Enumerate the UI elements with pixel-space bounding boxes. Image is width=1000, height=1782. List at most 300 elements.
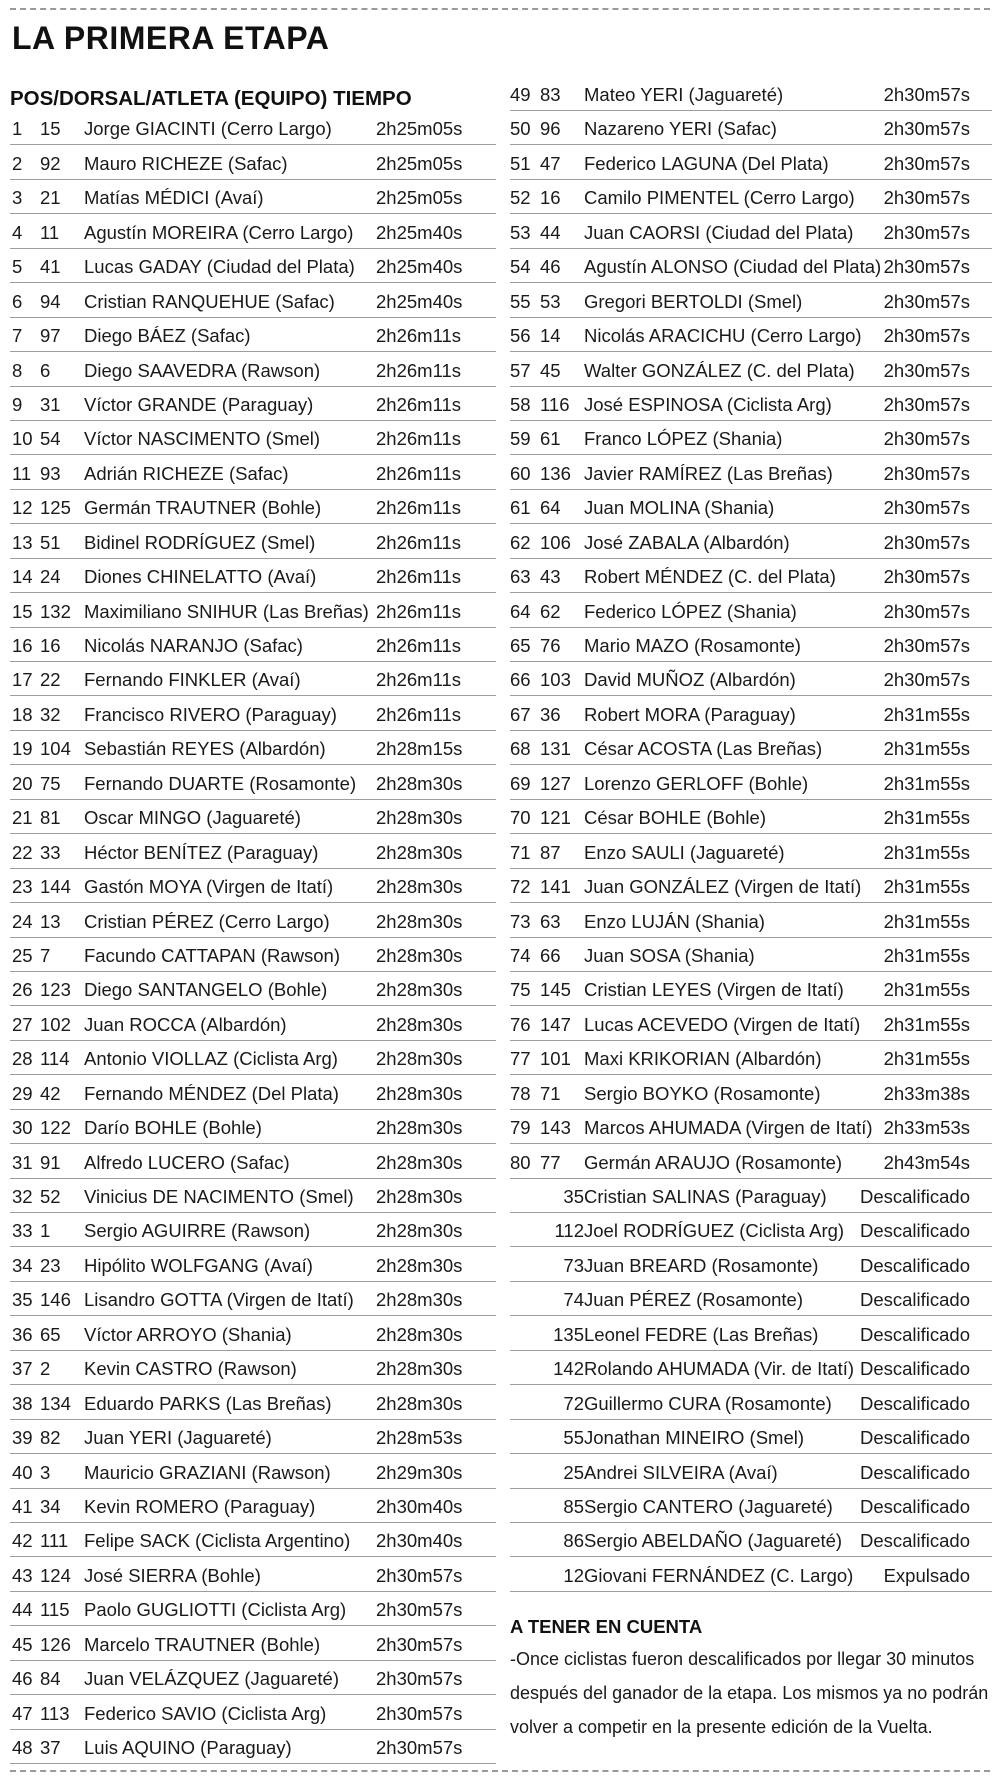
table-row [10, 1385, 496, 1419]
table-row [510, 800, 992, 834]
time-cell: 2h26m11s [376, 393, 462, 415]
position-cell: 13 [12, 531, 33, 553]
position-cell: 25 [12, 944, 33, 966]
athlete-cell: Cristian RANQUEHUE (Safac) [84, 290, 335, 312]
position-cell: 20 [12, 772, 33, 794]
time-cell: 2h28m30s [376, 1323, 463, 1345]
dorsal-cell: 75 [40, 772, 61, 794]
position-cell: 34 [12, 1254, 33, 1276]
athlete-cell: Robert MÉNDEZ (C. del Plata) [584, 566, 836, 588]
dorsal-cell: 47 [540, 152, 561, 174]
athlete-cell: Cristian LEYES (Virgen de Itatí) [584, 979, 844, 1001]
athlete-cell: Lisandro GOTTA (Virgen de Itatí) [84, 1289, 354, 1311]
athlete-cell: Guillermo CURA (Rosamonte) [584, 1392, 832, 1414]
time-cell: 2h31m55s [883, 738, 970, 760]
athlete-cell: Mateo YERI (Jaguareté) [584, 84, 784, 105]
dorsal-cell: 135 [553, 1323, 584, 1345]
athlete-cell: Antonio VIOLLAZ (Ciclista Arg) [84, 1048, 338, 1070]
time-cell: Descalificado [859, 1392, 970, 1414]
time-cell: 2h26m11s [376, 531, 462, 553]
table-row [510, 1316, 992, 1350]
table-row [10, 834, 496, 868]
time-cell: 2h33m38s [883, 1082, 970, 1104]
dorsal-cell: 112 [554, 1220, 584, 1242]
time-cell: 2h30m57s [883, 221, 970, 243]
time-cell: 2h26m11s [376, 359, 462, 381]
time-cell: Descalificado [859, 1220, 970, 1242]
time-cell: Descalificado [859, 1289, 970, 1311]
position-cell: 14 [12, 566, 33, 588]
athlete-cell: Bidinel RODRÍGUEZ (Smel) [84, 531, 316, 553]
time-cell: 2h31m55s [883, 979, 970, 1001]
dorsal-cell: 84 [40, 1668, 61, 1690]
dorsal-cell: 102 [40, 1013, 71, 1035]
athlete-cell: Leonel FEDRE (Las Breñas) [584, 1323, 819, 1345]
dorsal-cell: 53 [540, 290, 561, 312]
table-row [510, 421, 992, 455]
dorsal-cell: 121 [540, 807, 571, 829]
position-cell: 12 [12, 497, 33, 519]
time-cell: 2h28m30s [376, 807, 463, 829]
dorsal-cell: 21 [40, 187, 61, 209]
dorsal-cell: 76 [540, 635, 561, 656]
dorsal-cell: 64 [540, 497, 561, 519]
dorsal-cell: 16 [40, 635, 61, 656]
position-cell: 5 [12, 256, 23, 278]
athlete-cell: Lucas GADAY (Ciudad del Plata) [84, 256, 355, 278]
dorsal-cell: 25 [563, 1461, 584, 1483]
table-row [10, 455, 496, 489]
table-row [510, 387, 992, 421]
dorsal-cell: 15 [40, 118, 61, 140]
dorsal-cell: 65 [40, 1323, 61, 1345]
position-cell: 17 [12, 669, 33, 691]
dorsal-cell: 23 [40, 1254, 61, 1276]
dorsal-cell: 101 [540, 1048, 571, 1070]
athlete-cell: Facundo CATTAPAN (Rawson) [84, 944, 340, 966]
table-row [510, 1351, 992, 1385]
position-cell: 24 [12, 910, 33, 932]
table-row [10, 1523, 496, 1557]
table-row [510, 1213, 992, 1247]
position-cell: 42 [12, 1530, 33, 1552]
position-cell: 68 [510, 738, 531, 760]
table-row [510, 1110, 992, 1144]
athlete-cell: Juan YERI (Jaguareté) [84, 1427, 272, 1449]
athlete-cell: Germán TRAUTNER (Bohle) [84, 497, 322, 519]
dorsal-cell: 104 [40, 738, 71, 760]
time-cell: 2h26m11s [376, 600, 462, 622]
dorsal-cell: 143 [540, 1117, 571, 1139]
time-cell: 2h30m57s [376, 1564, 463, 1586]
table-row [10, 1041, 496, 1075]
table-row [10, 903, 496, 937]
dorsal-cell: 2 [40, 1358, 51, 1380]
athlete-cell: Juan BREARD (Rosamonte) [584, 1254, 819, 1276]
athlete-cell: Maximiliano SNIHUR (Las Breñas) [84, 600, 369, 622]
table-row [10, 1144, 496, 1178]
dorsal-cell: 127 [540, 772, 571, 794]
dorsal-cell: 74 [563, 1289, 584, 1311]
dorsal-cell: 123 [40, 979, 71, 1001]
position-cell: 32 [12, 1186, 33, 1207]
position-cell: 70 [510, 807, 531, 829]
table-row [10, 1179, 496, 1213]
time-cell: Descalificado [859, 1530, 970, 1552]
time-cell: 2h28m15s [376, 738, 463, 760]
position-cell: 76 [510, 1013, 531, 1035]
athlete-cell: César ACOSTA (Las Breñas) [584, 738, 823, 760]
athlete-cell: Javier RAMÍREZ (Las Breñas) [584, 462, 833, 484]
table-row [510, 78, 992, 111]
dorsal-cell: 122 [40, 1117, 71, 1139]
position-cell: 11 [12, 462, 32, 484]
time-cell: 2h28m30s [376, 1117, 463, 1139]
dorsal-cell: 16 [540, 187, 561, 209]
time-cell: 2h33m53s [883, 1117, 970, 1139]
table-row [10, 283, 496, 317]
time-cell: 2h30m57s [883, 187, 970, 209]
position-cell: 33 [12, 1220, 33, 1242]
dorsal-cell: 93 [40, 462, 61, 484]
position-cell: 21 [12, 807, 33, 829]
athlete-cell: Hipólito WOLFGANG (Avaí) [84, 1254, 313, 1276]
athlete-cell: Rolando AHUMADA (Vir. de Itatí) [584, 1358, 855, 1380]
table-row [10, 938, 496, 972]
time-cell: 2h28m30s [376, 876, 463, 898]
athlete-cell: Maxi KRIKORIAN (Albardón) [584, 1048, 822, 1070]
athlete-cell: Eduardo PARKS (Las Breñas) [84, 1392, 332, 1414]
time-cell: 2h30m57s [883, 462, 970, 484]
time-cell: 2h30m57s [376, 1702, 463, 1724]
time-cell: 2h31m55s [883, 910, 970, 932]
time-cell: 2h31m55s [883, 944, 970, 966]
notes-text: -Once ciclistas fueron descalificados por llegar 30 minutos después del ganador de la etapa. Los mismos ya no podrán volver a competir en la presente edición de la Vuelta. [510, 1649, 989, 1737]
time-cell: 2h26m11s [376, 428, 462, 450]
athlete-cell: José ZABALA (Albardón) [584, 531, 790, 553]
table-row [510, 1144, 992, 1178]
position-cell: 77 [510, 1048, 531, 1070]
time-cell: 2h28m30s [376, 1220, 463, 1242]
athlete-cell: Sergio AGUIRRE (Rawson) [84, 1220, 311, 1242]
athlete-cell: José SIERRA (Bohle) [84, 1564, 261, 1586]
table-row [510, 559, 992, 593]
position-cell: 46 [12, 1668, 33, 1690]
position-cell: 61 [510, 497, 531, 519]
table-row [10, 421, 496, 455]
athlete-cell: Mauricio GRAZIANI (Rawson) [84, 1461, 331, 1483]
dorsal-cell: 126 [40, 1633, 71, 1655]
results-column-left [10, 78, 496, 1764]
athlete-cell: Felipe SACK (Ciclista Argentino) [84, 1530, 351, 1552]
table-row [10, 1557, 496, 1591]
dorsal-cell: 63 [540, 910, 561, 932]
notes-title: A TENER EN CUENTA [510, 1616, 703, 1637]
athlete-cell: Marcelo TRAUTNER (Bohle) [84, 1633, 321, 1655]
time-cell: 2h31m55s [883, 772, 970, 794]
table-row [10, 180, 496, 214]
athlete-cell: Paolo GUGLIOTTI (Ciclista Arg) [84, 1599, 347, 1621]
athlete-cell: Gregori BERTOLDI (Smel) [584, 290, 803, 312]
table-row [510, 1420, 992, 1454]
position-cell: 27 [12, 1013, 33, 1035]
time-cell: 2h28m30s [376, 1013, 463, 1035]
position-cell: 35 [12, 1289, 33, 1311]
time-cell: Descalificado [859, 1186, 970, 1207]
position-cell: 37 [12, 1358, 33, 1380]
dorsal-cell: 85 [563, 1495, 584, 1517]
athlete-cell: Vinicius DE NACIMENTO (Smel) [84, 1186, 354, 1207]
dorsal-cell: 111 [40, 1530, 69, 1552]
dorsal-cell: 77 [540, 1151, 561, 1173]
athlete-cell: Sergio BOYKO (Rosamonte) [584, 1082, 821, 1104]
athlete-cell: Lucas ACEVEDO (Virgen de Itatí) [584, 1013, 861, 1035]
time-cell: 2h30m57s [376, 1668, 463, 1690]
table-row [510, 145, 992, 179]
athlete-cell: Luis AQUINO (Paraguay) [84, 1737, 292, 1758]
dorsal-cell: 142 [553, 1358, 584, 1380]
time-cell: 2h25m40s [376, 256, 463, 278]
dorsal-cell: 134 [40, 1392, 71, 1414]
position-cell: 56 [510, 325, 531, 347]
time-cell: 2h25m05s [376, 118, 463, 140]
table-row [510, 1075, 992, 1109]
position-cell: 72 [510, 876, 531, 898]
athlete-cell: Víctor ARROYO (Shania) [84, 1323, 292, 1345]
time-cell: 2h28m30s [376, 1082, 463, 1104]
athlete-cell: Alfredo LUCERO (Safac) [84, 1151, 290, 1173]
table-row [510, 662, 992, 696]
time-cell: 2h28m30s [376, 1289, 463, 1311]
time-cell: Descalificado [859, 1358, 970, 1380]
time-cell: 2h26m11s [376, 703, 462, 725]
position-cell: 31 [12, 1151, 33, 1173]
table-row [510, 1247, 992, 1281]
table-row [510, 834, 992, 868]
athlete-cell: Darío BOHLE (Bohle) [84, 1117, 262, 1139]
time-cell: Expulsado [883, 1564, 970, 1586]
dorsal-cell: 72 [563, 1392, 584, 1414]
time-cell: 2h30m40s [376, 1530, 463, 1552]
time-cell: 2h30m57s [883, 393, 970, 415]
dorsal-cell: 3 [40, 1461, 51, 1483]
athlete-cell: Juan ROCCA (Albardón) [84, 1013, 287, 1035]
time-cell: 2h28m30s [376, 772, 463, 794]
table-row [10, 731, 496, 765]
dorsal-cell: 92 [40, 152, 61, 174]
table-row [510, 628, 992, 662]
time-cell: 2h28m30s [376, 1254, 463, 1276]
dorsal-cell: 1 [40, 1220, 51, 1242]
table-row [10, 1592, 496, 1626]
table-row [10, 1695, 496, 1729]
table-row [510, 1523, 992, 1557]
dorsal-cell: 14 [540, 325, 561, 347]
dorsal-cell: 114 [40, 1048, 70, 1070]
dorsal-cell: 131 [540, 738, 571, 760]
dorsal-cell: 116 [540, 393, 570, 415]
position-cell: 74 [510, 944, 531, 966]
dorsal-cell: 124 [40, 1564, 71, 1586]
table-row [10, 214, 496, 248]
table-row [510, 903, 992, 937]
dorsal-cell: 41 [40, 256, 61, 278]
time-cell: 2h28m30s [376, 979, 463, 1001]
position-cell: 7 [12, 325, 23, 347]
dorsal-cell: 7 [40, 944, 51, 966]
dorsal-cell: 33 [40, 841, 61, 863]
time-cell: 2h30m57s [883, 256, 970, 278]
table-row [510, 1489, 992, 1523]
time-cell: 2h28m30s [376, 1186, 463, 1207]
table-row [10, 1282, 496, 1316]
athlete-cell: Enzo SAULI (Jaguareté) [584, 841, 785, 863]
time-cell: 2h30m57s [376, 1737, 463, 1758]
dorsal-cell: 96 [540, 118, 561, 140]
table-row [510, 1006, 992, 1040]
athlete-cell: Fernando FINKLER (Avaí) [84, 669, 301, 691]
position-cell: 59 [510, 428, 531, 450]
time-cell: 2h28m30s [376, 841, 463, 863]
position-cell: 78 [510, 1082, 531, 1104]
bottom-dashed-rule [10, 1770, 990, 1772]
table-row [10, 318, 496, 352]
dorsal-cell: 146 [40, 1289, 71, 1311]
time-cell: 2h43m54s [883, 1151, 970, 1173]
athlete-cell: Sebastián REYES (Albardón) [84, 738, 326, 760]
dorsal-cell: 81 [40, 807, 61, 829]
position-cell: 55 [510, 290, 531, 312]
time-cell: 2h30m57s [883, 290, 970, 312]
dorsal-cell: 125 [40, 497, 71, 519]
dorsal-cell: 86 [563, 1530, 584, 1552]
table-row [10, 1075, 496, 1109]
position-cell: 30 [12, 1117, 33, 1139]
position-cell: 65 [510, 635, 531, 656]
table-row [10, 1420, 496, 1454]
time-cell: 2h30m57s [883, 566, 970, 588]
dorsal-cell: 132 [40, 600, 71, 622]
dorsal-cell: 83 [540, 84, 561, 105]
time-cell: 2h30m40s [376, 1495, 463, 1517]
time-cell: 2h28m30s [376, 1392, 463, 1414]
results-column-right [510, 78, 992, 1592]
time-cell: Descalificado [859, 1495, 970, 1517]
table-row [10, 1661, 496, 1695]
position-cell: 73 [510, 910, 531, 932]
position-cell: 38 [12, 1392, 33, 1414]
time-cell: 2h25m40s [376, 221, 463, 243]
athlete-cell: Walter GONZÁLEZ (C. del Plata) [584, 359, 855, 381]
position-cell: 23 [12, 876, 33, 898]
athlete-cell: Juan CAORSI (Ciudad del Plata) [584, 221, 854, 243]
athlete-cell: Jonathan MINEIRO (Smel) [584, 1427, 805, 1449]
time-cell: 2h31m55s [883, 1013, 970, 1035]
table-row [10, 593, 496, 627]
position-cell: 48 [12, 1737, 33, 1758]
dorsal-cell: 24 [40, 566, 61, 588]
time-cell: 2h31m55s [883, 807, 970, 829]
athlete-cell: Joel RODRÍGUEZ (Ciclista Arg) [584, 1220, 845, 1242]
table-row [510, 214, 992, 248]
table-row [10, 1110, 496, 1144]
athlete-cell: Nicolás NARANJO (Safac) [84, 635, 303, 656]
dorsal-cell: 144 [40, 876, 71, 898]
time-cell: 2h30m57s [883, 118, 970, 140]
position-cell: 2 [12, 152, 23, 174]
table-row [510, 1179, 992, 1213]
dorsal-cell: 62 [540, 600, 561, 622]
position-cell: 40 [12, 1461, 33, 1483]
athlete-cell: Gastón MOYA (Virgen de Itatí) [84, 876, 334, 898]
position-cell: 50 [510, 118, 531, 140]
position-cell: 15 [12, 600, 33, 622]
dorsal-cell: 36 [540, 703, 561, 725]
athlete-cell: Diego SAAVEDRA (Rawson) [84, 359, 321, 381]
time-cell: 2h26m11s [376, 462, 462, 484]
position-cell: 54 [510, 256, 531, 278]
table-row [10, 1247, 496, 1281]
time-cell: 2h30m57s [883, 428, 970, 450]
position-cell: 75 [510, 979, 531, 1001]
dorsal-cell: 145 [540, 979, 571, 1001]
dorsal-cell: 35 [563, 1186, 584, 1207]
athlete-cell: Diego BÁEZ (Safac) [84, 325, 251, 347]
athlete-cell: Cristian SALINAS (Paraguay) [584, 1186, 827, 1207]
table-row [510, 696, 992, 730]
position-cell: 62 [510, 531, 531, 553]
athlete-cell: Juan MOLINA (Shania) [584, 497, 775, 519]
table-row [10, 145, 496, 179]
time-cell: 2h25m05s [376, 187, 463, 209]
position-cell: 26 [12, 979, 33, 1001]
dorsal-cell: 147 [540, 1013, 571, 1035]
position-cell: 28 [12, 1048, 33, 1070]
time-cell: Descalificado [859, 1461, 970, 1483]
athlete-cell: Adrián RICHEZE (Safac) [84, 462, 289, 484]
table-header: POS/DORSAL/ATLETA (EQUIPO) TIEMPO [10, 87, 412, 110]
dorsal-cell: 106 [540, 531, 571, 553]
athlete-cell: Nicolás ARACICHU (Cerro Largo) [584, 325, 862, 347]
dorsal-cell: 51 [40, 531, 61, 553]
dorsal-cell: 141 [540, 876, 571, 898]
dorsal-cell: 87 [540, 841, 561, 863]
time-cell: 2h25m05s [376, 152, 463, 174]
position-cell: 45 [12, 1633, 33, 1655]
time-cell: 2h30m57s [376, 1599, 463, 1621]
athlete-cell: Juan SOSA (Shania) [584, 944, 755, 966]
athlete-cell: Lorenzo GERLOFF (Bohle) [584, 772, 809, 794]
dorsal-cell: 31 [40, 393, 61, 415]
table-row [510, 111, 992, 145]
table-row [510, 249, 992, 283]
time-cell: 2h30m57s [883, 600, 970, 622]
table-row [10, 387, 496, 421]
table-row [10, 1006, 496, 1040]
table-row [510, 524, 992, 558]
dorsal-cell: 66 [540, 944, 561, 966]
table-row [510, 731, 992, 765]
dorsal-cell: 61 [540, 428, 561, 450]
athlete-cell: Kevin ROMERO (Paraguay) [84, 1495, 316, 1517]
time-cell: 2h31m55s [883, 841, 970, 863]
position-cell: 16 [12, 635, 33, 656]
table-row [10, 111, 496, 145]
position-cell: 57 [510, 359, 531, 381]
time-cell: 2h26m11s [376, 669, 462, 691]
table-row [510, 765, 992, 799]
athlete-cell: David MUÑOZ (Albardón) [584, 669, 796, 691]
